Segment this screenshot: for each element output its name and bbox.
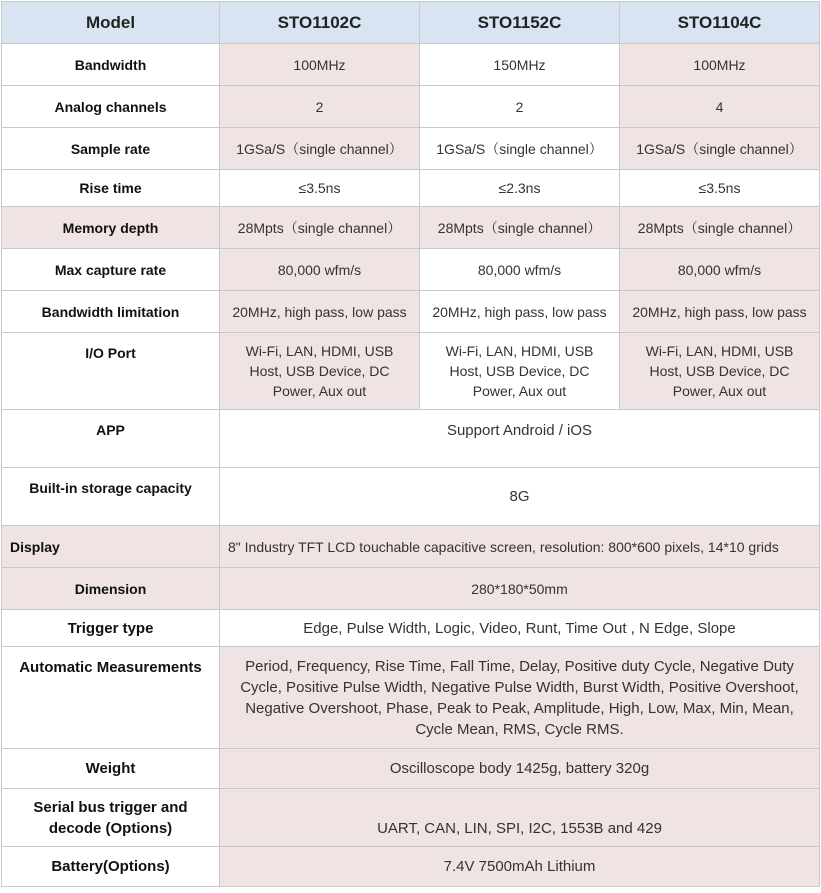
- label-bandwidth: Bandwidth: [2, 44, 220, 86]
- cell-sample-2: 1GSa/S（single channel）: [420, 128, 620, 170]
- header-sto1102c: STO1102C: [220, 2, 420, 44]
- header-sto1152c: STO1152C: [420, 2, 620, 44]
- label-bandwidth-limitation: Bandwidth limitation: [2, 291, 220, 333]
- cell-bandwidth-1: 100MHz: [220, 44, 420, 86]
- row-display: [2, 526, 820, 568]
- cell-capture-3: 80,000 wfm/s: [620, 249, 820, 291]
- cell-trigger-type: Edge, Pulse Width, Logic, Video, Runt, Time Out , N Edge, Slope: [220, 610, 820, 647]
- row-storage: [2, 468, 820, 526]
- row-max-capture-rate: [2, 249, 820, 291]
- cell-capture-1: 80,000 wfm/s: [220, 249, 420, 291]
- label-automatic-measurements: Automatic Measurements: [2, 647, 220, 749]
- row-weight: [2, 749, 820, 789]
- row-app: [2, 410, 820, 468]
- label-weight: Weight: [2, 749, 220, 789]
- cell-memory-1: 28Mpts（single channel）: [220, 207, 420, 249]
- header-row: [2, 2, 820, 44]
- label-storage: Built-in storage capacity: [2, 468, 220, 526]
- label-app: APP: [2, 410, 220, 468]
- label-rise-time: Rise time: [2, 170, 220, 207]
- cell-analog-2: 2: [420, 86, 620, 128]
- row-analog-channels: [2, 86, 820, 128]
- label-battery: Battery(Options): [2, 847, 220, 887]
- cell-weight: Oscilloscope body 1425g, battery 320g: [220, 749, 820, 789]
- cell-memory-2: 28Mpts（single channel）: [420, 207, 620, 249]
- cell-bwlimit-3: 20MHz, high pass, low pass: [620, 291, 820, 333]
- row-sample-rate: [2, 128, 820, 170]
- cell-sample-3: 1GSa/S（single channel）: [620, 128, 820, 170]
- cell-dimension: 280*180*50mm: [220, 568, 820, 610]
- cell-app: Support Android / iOS: [220, 410, 820, 468]
- cell-automatic-measurements: Period, Frequency, Rise Time, Fall Time, Delay, Positive duty Cycle, Negative Duty Cycle, Positive Pulse Width, Negative Pulse Width, Burst Width, Positive Overshoot, Negative Overshoot, Phase, Peak to Peak, Amplitude, High, Low, Max, Min, Mean, Cycle Mean, RMS, Cycle RMS.: [220, 647, 820, 749]
- label-display: Display: [2, 526, 220, 568]
- cell-rise-2: ≤2.3ns: [420, 170, 620, 207]
- cell-bwlimit-1: 20MHz, high pass, low pass: [220, 291, 420, 333]
- row-rise-time: [2, 170, 820, 207]
- cell-capture-2: 80,000 wfm/s: [420, 249, 620, 291]
- row-serial-bus: [2, 789, 820, 847]
- cell-sample-1: 1GSa/S（single channel）: [220, 128, 420, 170]
- label-analog-channels: Analog channels: [2, 86, 220, 128]
- cell-bandwidth-3: 100MHz: [620, 44, 820, 86]
- cell-io-1: Wi-Fi, LAN, HDMI, USB Host, USB Device, DC Power, Aux out: [220, 333, 420, 410]
- header-sto1104c: STO1104C: [620, 2, 820, 44]
- label-max-capture-rate: Max capture rate: [2, 249, 220, 291]
- cell-memory-3: 28Mpts（single channel）: [620, 207, 820, 249]
- cell-bwlimit-2: 20MHz, high pass, low pass: [420, 291, 620, 333]
- row-automatic-measurements: [2, 647, 820, 749]
- cell-rise-1: ≤3.5ns: [220, 170, 420, 207]
- cell-rise-3: ≤3.5ns: [620, 170, 820, 207]
- spec-table: [1, 1, 820, 887]
- row-bandwidth: [2, 44, 820, 86]
- cell-bandwidth-2: 150MHz: [420, 44, 620, 86]
- label-sample-rate: Sample rate: [2, 128, 220, 170]
- row-dimension: [2, 568, 820, 610]
- label-dimension: Dimension: [2, 568, 220, 610]
- row-battery: [2, 847, 820, 887]
- label-memory-depth: Memory depth: [2, 207, 220, 249]
- row-trigger-type: [2, 610, 820, 647]
- label-trigger-type: Trigger type: [2, 610, 220, 647]
- cell-serial-bus: UART, CAN, LIN, SPI, I2C, 1553B and 429: [220, 789, 820, 847]
- cell-battery: 7.4V 7500mAh Lithium: [220, 847, 820, 887]
- cell-io-3: Wi-Fi, LAN, HDMI, USB Host, USB Device, DC Power, Aux out: [620, 333, 820, 410]
- cell-storage: 8G: [220, 468, 820, 526]
- cell-analog-1: 2: [220, 86, 420, 128]
- header-model: Model: [2, 2, 220, 44]
- row-bandwidth-limitation: [2, 291, 820, 333]
- label-serial-bus: Serial bus trigger and decode (Options): [2, 789, 220, 847]
- cell-io-2: Wi-Fi, LAN, HDMI, USB Host, USB Device, DC Power, Aux out: [420, 333, 620, 410]
- label-io-port: I/O Port: [2, 333, 220, 410]
- cell-analog-3: 4: [620, 86, 820, 128]
- cell-display: 8" Industry TFT LCD touchable capacitive screen, resolution: 800*600 pixels, 14*10 grids: [220, 526, 820, 568]
- row-memory-depth: [2, 207, 820, 249]
- row-io-port: [2, 333, 820, 410]
